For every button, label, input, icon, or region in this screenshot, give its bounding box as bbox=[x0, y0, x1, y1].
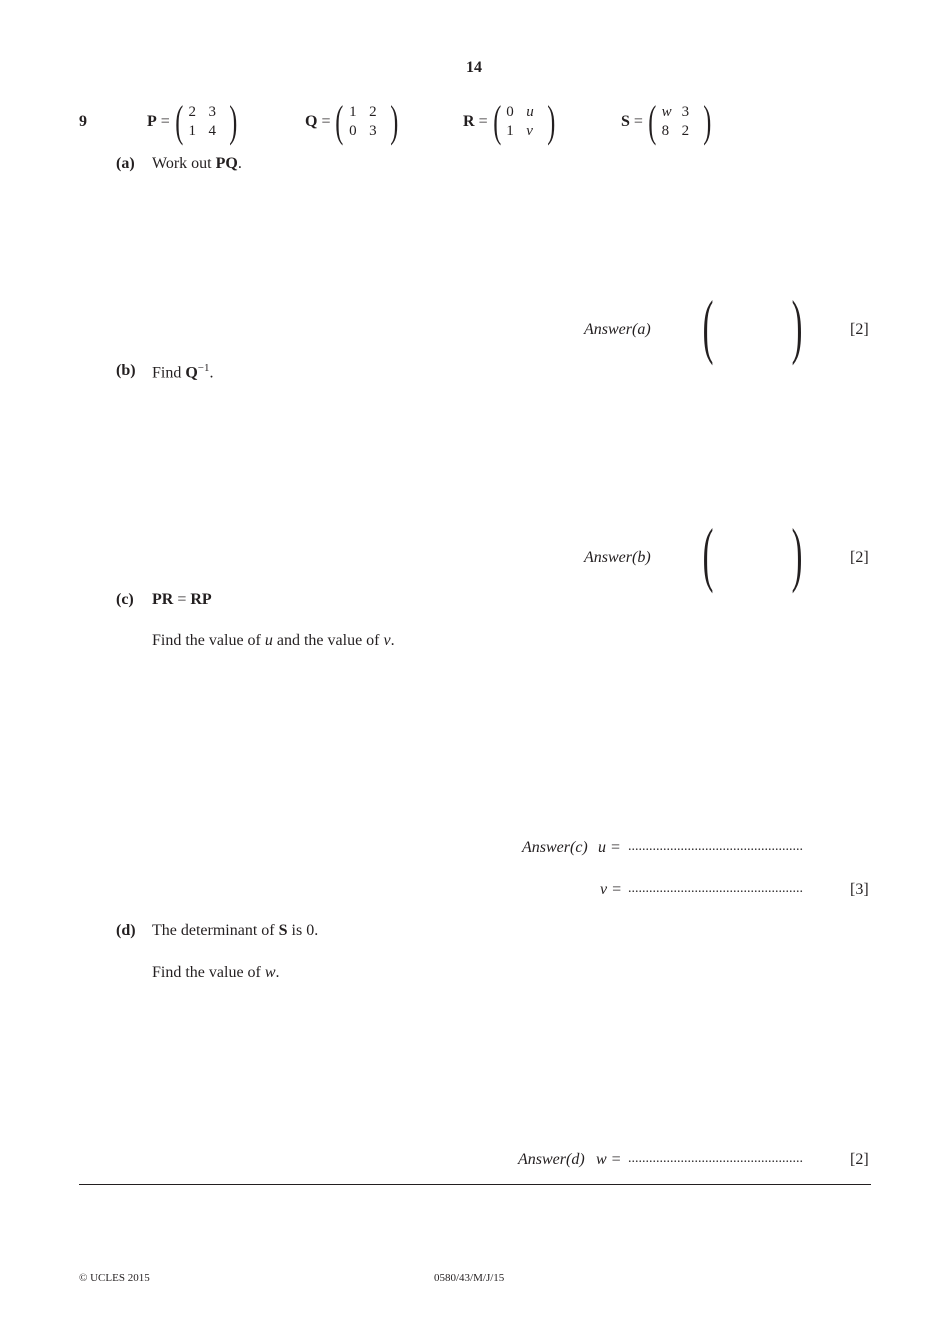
part-d-instruction: Find the value of w. bbox=[152, 964, 280, 981]
part-a-marks: [2] bbox=[850, 321, 869, 338]
matrix-q-equals: = bbox=[321, 113, 331, 130]
matrix-p-cells bbox=[186, 103, 226, 141]
matrix-cell: 2 bbox=[188, 104, 196, 120]
answer-d-w-field[interactable]: .................................................. bbox=[628, 1151, 803, 1166]
matrix-cell: 8 bbox=[661, 123, 670, 139]
part-b-prefix: Find bbox=[152, 364, 186, 382]
part-b-suffix: . bbox=[209, 364, 214, 382]
matrix-r-equals: = bbox=[478, 113, 488, 130]
answer-a-right-paren: ) bbox=[791, 286, 803, 366]
answer-a-label: Answer(a) bbox=[584, 321, 651, 338]
part-d-label: (d) bbox=[116, 922, 136, 939]
matrix-p-equals: = bbox=[160, 113, 170, 130]
matrix-cell: 0 bbox=[506, 104, 514, 120]
matrix-cell: u bbox=[526, 104, 534, 120]
matrix-cell: 1 bbox=[506, 123, 514, 139]
page-divider bbox=[79, 1184, 871, 1185]
answer-c-u-field[interactable]: .................................................. bbox=[628, 839, 803, 854]
answer-b-label: Answer(b) bbox=[584, 549, 651, 566]
left-paren: ( bbox=[702, 514, 714, 594]
right-paren: ) bbox=[390, 97, 399, 146]
part-d-marks: [2] bbox=[850, 1151, 869, 1168]
matrix-cell: 4 bbox=[208, 123, 216, 139]
question-number: 9 bbox=[79, 113, 87, 130]
footer-copyright: © UCLES 2015 bbox=[79, 1272, 150, 1284]
matrix-cell: 2 bbox=[681, 123, 690, 139]
page-number: 14 bbox=[466, 59, 482, 76]
matrix-r bbox=[463, 97, 559, 146]
answer-c-label: Answer(c) bbox=[522, 839, 588, 856]
answer-c-v-label: v = bbox=[600, 881, 622, 898]
part-b-label: (b) bbox=[116, 362, 136, 379]
part-c-label: (c) bbox=[116, 591, 134, 608]
answer-a-matrix-box[interactable] bbox=[696, 286, 720, 366]
right-paren: ) bbox=[229, 97, 238, 146]
matrix-cell: 3 bbox=[681, 104, 690, 120]
matrix-cell: 3 bbox=[369, 123, 377, 139]
part-c-left: PR bbox=[152, 591, 174, 608]
answer-b-right-paren: ) bbox=[791, 514, 803, 594]
part-c-marks: [3] bbox=[850, 881, 869, 898]
part-b-text bbox=[152, 362, 214, 382]
matrix-cell: v bbox=[526, 123, 533, 139]
left-paren: ( bbox=[335, 97, 344, 146]
matrix-cell: 0 bbox=[349, 123, 357, 139]
part-c-instruction: Find the value of u and the value of v. bbox=[152, 632, 395, 649]
part-a-label: (a) bbox=[116, 155, 135, 172]
matrix-q bbox=[305, 97, 402, 146]
matrix-p bbox=[147, 97, 241, 146]
right-paren: ) bbox=[702, 97, 711, 146]
part-b-marks: [2] bbox=[850, 549, 869, 566]
part-c-right: RP bbox=[190, 591, 212, 608]
part-c-eq: = bbox=[173, 591, 191, 608]
part-a-suffix: . bbox=[237, 155, 242, 172]
right-paren: ) bbox=[547, 97, 556, 146]
part-b-bold: Q bbox=[185, 364, 198, 382]
left-paren: ( bbox=[492, 97, 501, 146]
answer-c-u-label: u = bbox=[598, 839, 621, 856]
matrix-cell: w bbox=[661, 104, 672, 120]
left-paren: ( bbox=[648, 97, 657, 146]
matrix-cell: 1 bbox=[349, 104, 357, 120]
part-b-superscript: −1 bbox=[197, 362, 210, 374]
matrix-s bbox=[621, 97, 714, 146]
matrix-r-cells bbox=[504, 103, 544, 141]
part-c-statement bbox=[152, 591, 212, 609]
part-a-prefix: Work out bbox=[152, 155, 216, 172]
matrix-s-equals: = bbox=[633, 113, 643, 130]
matrix-s-name: S bbox=[621, 113, 630, 130]
answer-d-w-label: w = bbox=[596, 1151, 622, 1168]
matrix-q-cells bbox=[347, 103, 387, 141]
part-d-text: The determinant of S is 0. bbox=[152, 922, 319, 939]
matrix-r-name: R bbox=[463, 113, 475, 130]
left-paren: ( bbox=[175, 97, 184, 146]
part-a-text bbox=[152, 155, 242, 173]
footer-code: 0580/43/M/J/15 bbox=[434, 1272, 505, 1284]
matrix-s-cells bbox=[660, 103, 700, 141]
matrix-cell: 2 bbox=[369, 104, 377, 120]
answer-c-v-field[interactable]: .................................................. bbox=[628, 881, 803, 896]
answer-d-label: Answer(d) bbox=[518, 1151, 585, 1168]
left-paren: ( bbox=[702, 286, 714, 366]
matrix-cell: 3 bbox=[208, 104, 216, 120]
matrix-q-name: Q bbox=[305, 113, 318, 130]
part-a-bold: PQ bbox=[215, 155, 238, 172]
answer-b-matrix-box[interactable] bbox=[696, 514, 720, 594]
matrix-cell: 1 bbox=[188, 123, 196, 139]
matrix-p-name: P bbox=[147, 113, 157, 130]
